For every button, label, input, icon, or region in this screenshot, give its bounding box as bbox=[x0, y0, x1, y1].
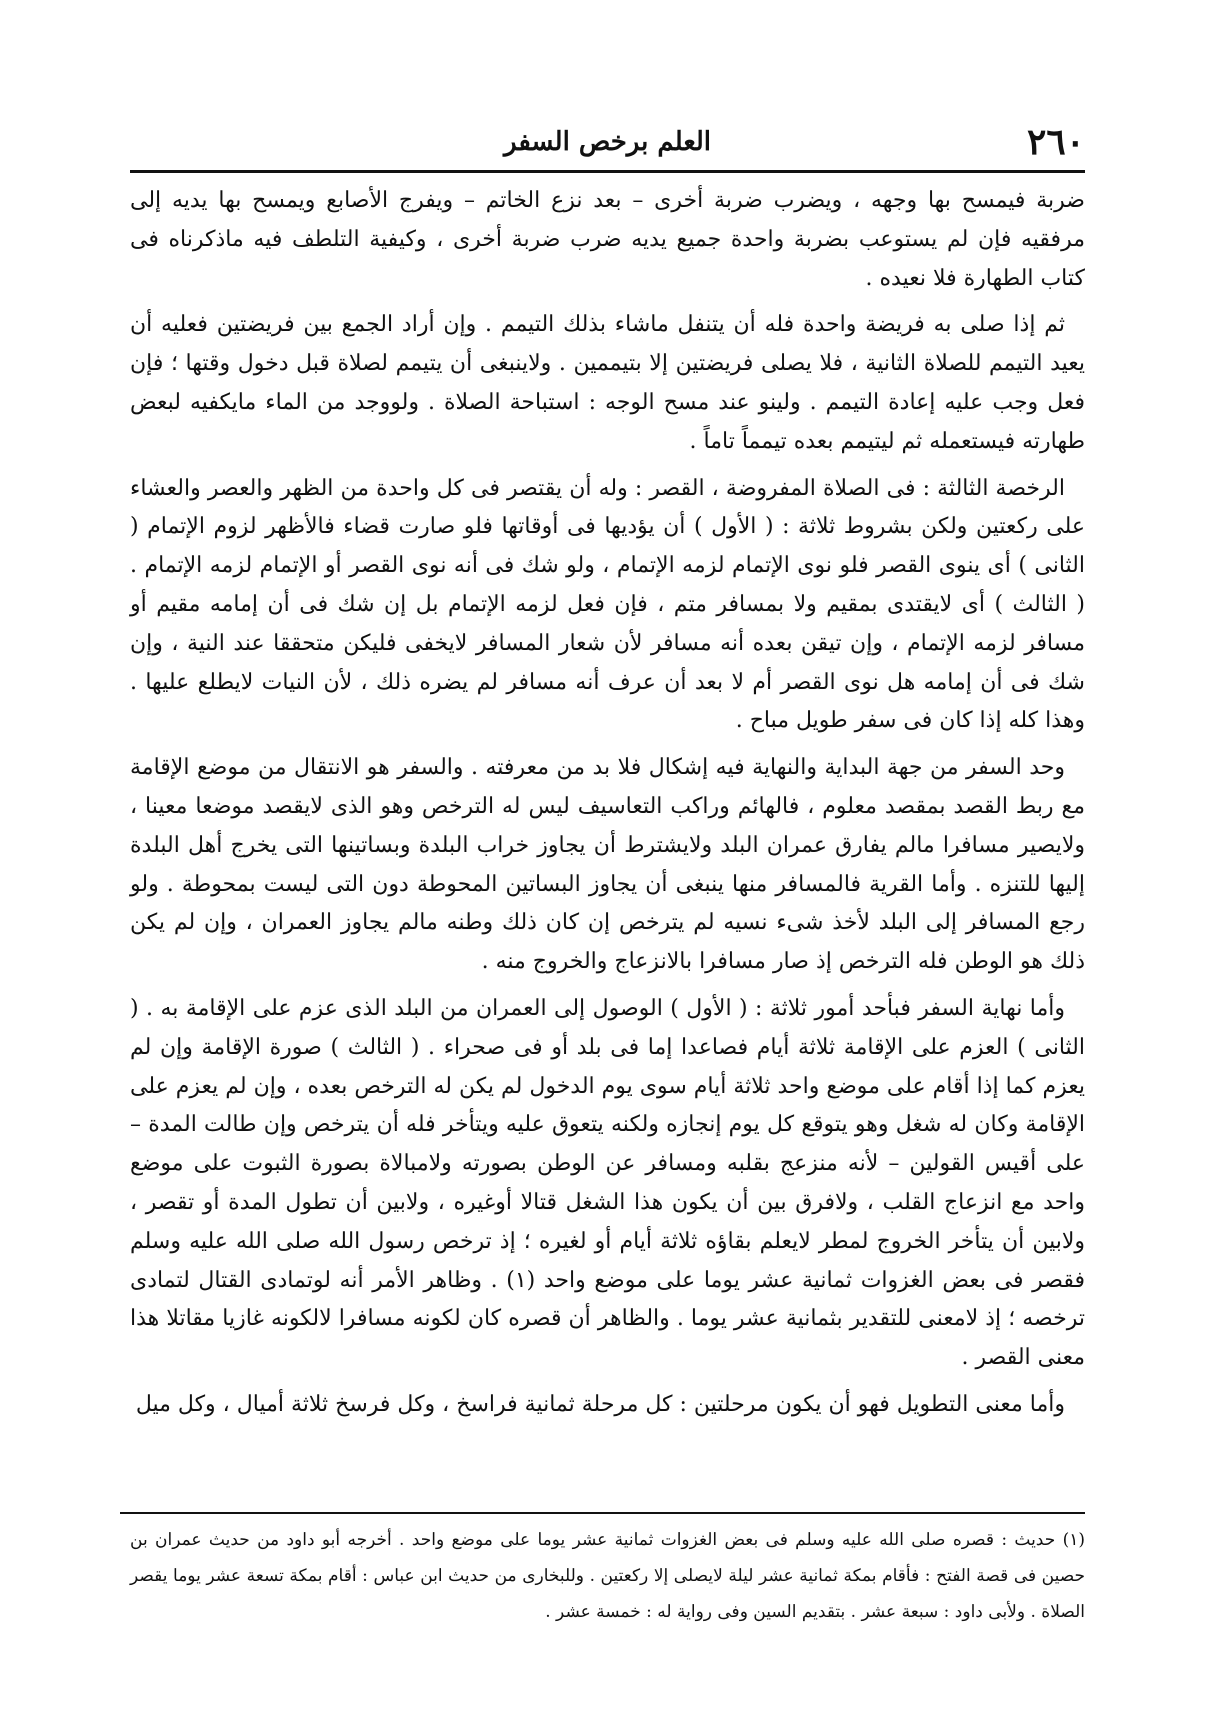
header-rule bbox=[130, 170, 1085, 173]
running-title: العلم برخص السفر bbox=[503, 127, 712, 157]
paragraph: الرخصة الثالثة : فى الصلاة المفروضة ، القصر : وله أن يقتصر فى كل واحدة من الظهر والعصر والعشاء على ركعتين ولكن بشروط ثلاثة : ( الأول ) أن يؤديها فى أوقاتها فلو صارت قضاء فالأظهر لزوم الإتمام ( الثانى ) أى ينوى القصر فلو نوى الإتمام لزمه الإتمام ، ولو شك فى أنه نوى القصر أو الإتمام لزمه الإتمام . ( الثالث ) أى لايقتدى بمقيم ولا بمسافر متم ، فإن فعل لزمه الإتمام بل إن شك فى أن إمامه مقيم أو مسافر لزمه الإتمام ، وإن تيقن بعده أنه مسافر لأن شعار المسافر لايخفى فليكن متحققا عند النية ، وإن شك فى أن إمامه هل نوى القصر أم لا بعد أن عرف أنه مسافر لم يضره ذلك ، لأن النيات لايطلع عليها . وهذا كله إذا كان فى سفر طويل مباح . bbox=[130, 475, 1085, 734]
page-number: ٢٦٠ bbox=[1026, 121, 1085, 163]
paragraph: وحد السفر من جهة البداية والنهاية فيه إشكال فلا بد من معرفته . والسفر هو الانتقال من موضع الإقامة مع ربط القصد بمقصد معلوم ، فالهائم وراكب التعاسيف ليس له الترخص وهو الذى لايقصد موضعا معينا ، ولايصير مسافرا مالم يفارق عمران البلد ولايشترط أن يجاوز خراب البلدة وبساتينها التى يخرج أهل البلدة إليها للتنزه . وأما القرية فالمسافر منها ينبغى أن يجاوز البساتين المحوطة دون التى ليست بمحوطة . ولو رجع المسافر إلى البلد لأخذ شىء نسيه لم يترخص إن كان ذلك وطنه مالم يجاوز العمران ، وإن لم يكن ذلك هو الوطن فله الترخص إذ صار مسافرا بالانزعاج والخروج منه . bbox=[130, 755, 1085, 975]
footnotes bbox=[130, 1522, 1085, 1630]
paragraph: وأما معنى التطويل فهو أن يكون مرحلتين : كل مرحلة ثمانية فراسخ ، وكل فرسخ ثلاثة أميال ، وكل ميل bbox=[135, 1391, 1065, 1417]
page-header bbox=[130, 118, 1085, 168]
footnote: (١) حديث : قصره صلى الله عليه وسلم فى بعض الغزوات ثمانية عشر يوما على موضع واحد . أخرجه أبو داود من حديث عمران بن حصين فى قصة الفتح : فأقام بمكة ثمانية عشر ليلة لايصلى إلا ركعتين . وللبخارى من حديث ابن عباس : أقام بمكة تسعة عشر يوما يقصر الصلاة . ولأبى داود : سبعة عشر . بتقديم السين وفى رواية له : خمسة عشر . bbox=[130, 1530, 1085, 1622]
paragraph: ضربة فيمسح بها وجهه ، ويضرب ضربة أخرى – بعد نزع الخاتم – ويفرج الأصابع ويمسح بها يديه إلى مرفقيه فإن لم يستوعب بضربة واحدة جميع يديه ضرب ضربة أخرى ، وكيفية التلطف فيه ماذكرناه فى كتاب الطهارة فلا نعيده . bbox=[130, 188, 1085, 291]
main-text bbox=[130, 182, 1085, 1433]
paragraph: وأما نهاية السفر فبأحد أمور ثلاثة : ( الأول ) الوصول إلى العمران من البلد الذى عزم على الإقامة به . ( الثانى ) العزم على الإقامة ثلاثة أيام فصاعدا إما فى بلد أو فى صحراء . ( الثالث ) صورة الإقامة وإن لم يعزم كما إذا أقام على موضع واحد ثلاثة أيام سوى يوم الدخول لم يكن له الترخص بعده ، وإن لم يعزم على الإقامة وكان له شغل وهو يتوقع كل يوم إنجازه ولكنه يتعوق عليه ويتأخر فله أن يترخص وإن طالت المدة – على أقيس القولين – لأنه منزعج بقلبه ومسافر عن الوطن بصورته ولامبالاة بصورة الثبوت على موضع واحد مع انزعاج القلب ، ولافرق بين أن يكون هذا الشغل قتالا أوغيره ، ولابين أن تطول المدة أو تقصر ، ولابين أن يتأخر الخروج لمطر لايعلم بقاؤه ثلاثة أيام أو لغيره ؛ إذ ترخص رسول الله صلى الله عليه وسلم فقصر فى بعض الغزوات ثمانية عشر يوما على موضع واحد (١) . وظاهر الأمر أنه لوتمادى القتال لتمادى ترخصه ؛ إذ لامعنى للتقدير بثمانية عشر يوما . والظاهر أن قصره كان لكونه مسافرا لالكونه غازيا مقاتلا هذا معنى القصر . bbox=[130, 995, 1085, 1371]
footnote-rule bbox=[120, 1512, 1085, 1514]
paragraph: ثم إذا صلى به فريضة واحدة فله أن يتنفل ماشاء بذلك التيمم . وإن أراد الجمع بين فريضتين فعليه أن يعيد التيمم للصلاة الثانية ، فلا يصلى فريضتين إلا بتيممين . ولاينبغى أن يتيمم لصلاة قبل دخول وقتها ؛ فإن فعل وجب عليه إعادة التيمم . ولينو عند مسح الوجه : استباحة الصلاة . ولووجد من الماء مايكفيه لبعض طهارته فيستعمله ثم ليتيمم بعده تيمماً تاماً . bbox=[130, 312, 1085, 454]
